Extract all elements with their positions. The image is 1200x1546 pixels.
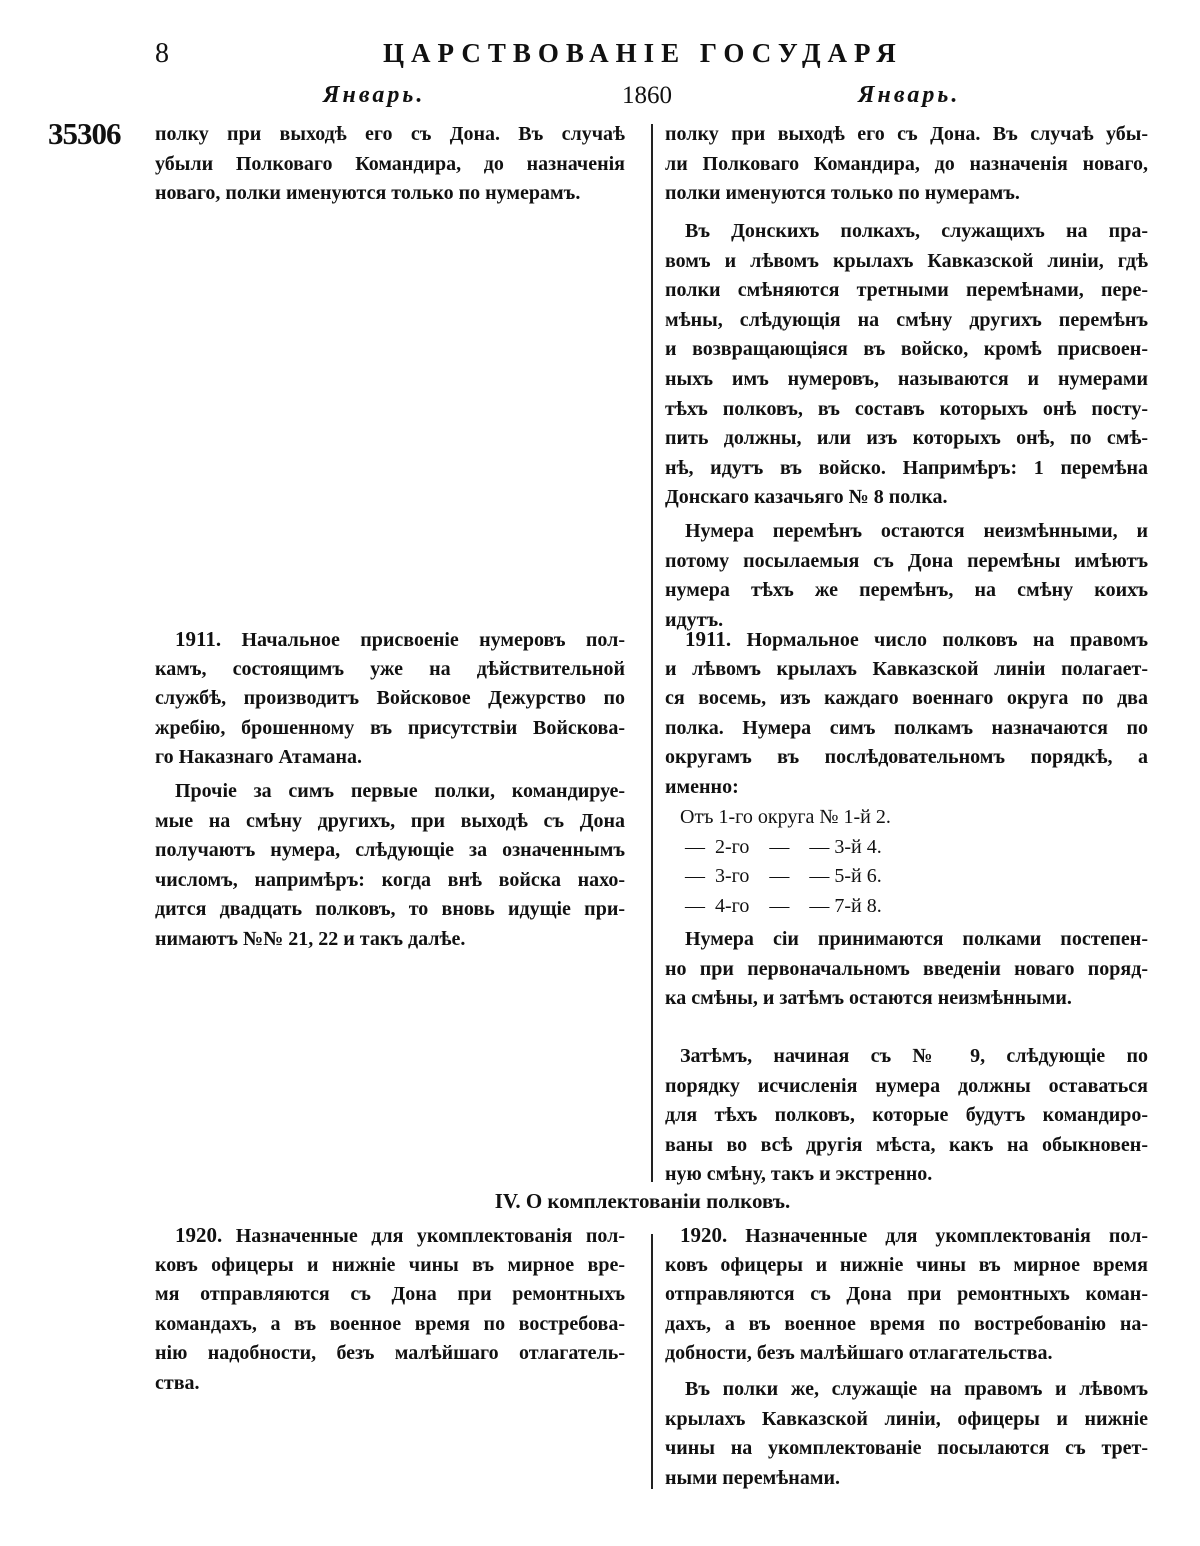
paragraph xyxy=(665,1042,1148,1190)
text-line: Нумера сіи принимаются полками постепен- xyxy=(685,928,1148,950)
article-number: 1920. xyxy=(680,1223,728,1247)
text-line: го Наказнаго Атамана. xyxy=(155,746,363,769)
text-line: ваны во всѣ другія мѣста, какъ на обыкновен- xyxy=(665,1133,1148,1156)
text-line-content: Начальное присвоеніе нумеровъ пол- xyxy=(221,629,625,651)
text-line: Въ Донскихъ полкахъ, служащихъ на пра- xyxy=(685,220,1148,242)
table-row: Отъ 1-го округа № 1-й 2. xyxy=(680,806,891,828)
text-line: мые на смѣну другихъ, при выходѣ съ Дона xyxy=(155,809,625,832)
text-line: для тѣхъ полковъ, которые будутъ командиро- xyxy=(665,1104,1148,1127)
paragraph xyxy=(665,625,1148,803)
page-number: 8 xyxy=(155,38,169,69)
text-line: добности, безъ малѣйшаго отлагательства. xyxy=(665,1342,1053,1365)
text-line: полка. Нумера симъ полкамъ назначаются по xyxy=(665,716,1148,739)
text-line-content: Нормальное число полковъ на правомъ xyxy=(731,629,1148,651)
text-line: ли Полковаго Командира, до назначенія новаго, xyxy=(665,152,1148,175)
text-line: но при первоначальномъ введеніи новаго поряд- xyxy=(665,957,1148,980)
article-number: 1920. xyxy=(175,1223,223,1247)
text-line: потому посылаемыя съ Дона перемѣны имѣютъ xyxy=(665,549,1148,572)
paragraph xyxy=(665,217,1148,513)
text-line: камъ, состоящимъ уже на дѣйствительной xyxy=(155,657,625,680)
text-line: жребію, брошенному въ присутствіи Войскова- xyxy=(155,716,625,739)
text-line: нію надобности, безъ малѣйшаго отлагатель- xyxy=(155,1342,625,1365)
text-line: получаютъ нумера, слѣдующіе за означеннымъ xyxy=(155,839,625,862)
text-line: тѣхъ полковъ, въ составъ которыхъ онѣ посту- xyxy=(665,397,1148,420)
text-line-content: Назначенные для укомплектованія пол- xyxy=(727,1225,1148,1247)
month-right: Январь. xyxy=(858,82,961,108)
text-line: вомъ и лѣвомъ крылахъ Кавказской линіи, гдѣ xyxy=(665,249,1148,272)
text-line-content: Назначенные для укомплектованія пол- xyxy=(222,1225,625,1247)
section-heading: IV. О комплектованіи полковъ. xyxy=(494,1189,791,1213)
text-line: ка смѣны, и затѣмъ остаются неизмѣнными. xyxy=(665,987,1072,1010)
text-line: и лѣвомъ крылахъ Кавказской линіи полагает- xyxy=(665,657,1148,680)
text-line: крылахъ Кавказской линіи, офицеры и нижніе xyxy=(665,1407,1148,1430)
text-line: командахъ, а въ военное время по востребова- xyxy=(155,1312,625,1335)
column-divider xyxy=(651,1234,653,1489)
text-line: чины на укомплектованіе посылаются съ трет- xyxy=(665,1437,1148,1460)
paragraph xyxy=(665,925,1148,1014)
text-line: ковъ офицеры и нижніе чины въ мирное вре- xyxy=(155,1253,625,1276)
text-line: ства. xyxy=(155,1371,200,1394)
text-line: Нумера перемѣнъ остаются неизмѣнными, и xyxy=(685,520,1148,542)
table-row: — 2-го — — 3-й 4. xyxy=(680,835,882,858)
paragraph xyxy=(665,517,1148,635)
text-line: ную смѣну, такъ и экстренно. xyxy=(665,1163,933,1186)
running-title: ЦАРСТВОВАНІЕ ГОСУДАРЯ xyxy=(383,38,903,68)
text-line: нумера тѣхъ же перемѣнъ, на смѣну коихъ xyxy=(665,579,1148,602)
text-line: именно: xyxy=(665,775,739,798)
article-number: 1911. xyxy=(685,627,732,651)
text-line: Прочіе за симъ первые полки, командируе- xyxy=(175,780,625,802)
text-line: полку при выходѣ его съ Дона. Въ случаѣ xyxy=(155,123,625,145)
paragraph xyxy=(665,1221,1148,1369)
district-number-table xyxy=(680,803,980,921)
text-line: дится двадцать полковъ, то вновь идущіе при- xyxy=(155,898,625,921)
text-line: полки именуются только по нумерамъ. xyxy=(665,182,1020,205)
column-divider xyxy=(651,124,653,1182)
paragraph xyxy=(155,625,625,773)
article-number: 1911. xyxy=(175,627,222,651)
text-line: ныхъ имъ нумеровъ, называются и нумерами xyxy=(665,367,1148,390)
text-line: и возвращающіяся въ войско, кромѣ присвоен- xyxy=(665,338,1148,361)
text-line: порядку исчисленія нумера должны оставаться xyxy=(665,1074,1148,1097)
text-line: идутъ. xyxy=(665,608,724,631)
text-line: мя отправляются съ Дона при ремонтныхъ xyxy=(155,1283,625,1306)
year: 1860 xyxy=(622,82,672,109)
paragraph xyxy=(155,120,625,209)
text-line: Затѣмъ, начиная съ № 9, слѣдующіе по xyxy=(680,1045,1148,1067)
text-line: отправляются съ Дона при ремонтныхъ коман- xyxy=(665,1283,1148,1306)
text-line: Донскаго казачьяго № 8 полка. xyxy=(665,486,948,509)
text-line: ными перемѣнами. xyxy=(665,1466,840,1489)
paragraph xyxy=(665,1375,1148,1493)
text-line xyxy=(155,625,625,655)
paragraph xyxy=(155,1221,625,1399)
table-row: — 4-го — — 7-й 8. xyxy=(680,894,882,917)
paragraph xyxy=(155,777,625,955)
text-line: мѣны, слѣдующія на смѣну другихъ перемѣнъ xyxy=(665,308,1148,331)
text-line: пить должны, или изъ которыхъ онѣ, по смѣ- xyxy=(665,427,1148,450)
text-line: нимаютъ №№ 21, 22 и такъ далѣе. xyxy=(155,927,466,950)
text-line: Въ полки же, служащіе на правомъ и лѣвомъ xyxy=(685,1378,1148,1400)
entry-number: 35306 xyxy=(48,116,121,151)
text-line: округамъ въ послѣдовательномъ порядкѣ, а xyxy=(665,746,1148,769)
text-line: полки смѣняются третными перемѣнами, пере- xyxy=(665,279,1148,302)
table-row: — 3-го — — 5-й 6. xyxy=(680,865,882,888)
text-line: службѣ, производитъ Войсковое Дежурство по xyxy=(155,687,625,710)
text-line: ся восемь, изъ каждаго военнаго округа по два xyxy=(665,687,1148,710)
text-line xyxy=(155,1221,625,1251)
text-line xyxy=(665,625,1148,655)
text-line: убыли Полковаго Командира, до назначенія xyxy=(155,152,625,175)
text-line: дахъ, а въ военное время по востребованію на- xyxy=(665,1312,1148,1335)
text-line: числомъ, напримѣръ: когда внѣ войска нахо- xyxy=(155,868,625,891)
text-line: ковъ офицеры и нижніе чины въ мирное время xyxy=(665,1253,1148,1276)
text-line: новаго, полки именуются только по нумерамъ. xyxy=(155,182,581,205)
text-line xyxy=(665,1221,1148,1251)
text-line: полку при выходѣ его съ Дона. Въ случаѣ убы- xyxy=(665,123,1148,145)
month-left: Январь. xyxy=(323,82,426,108)
paragraph xyxy=(665,120,1148,209)
text-line: нѣ, идутъ въ войско. Напримѣръ: 1 перемѣна xyxy=(665,456,1148,479)
